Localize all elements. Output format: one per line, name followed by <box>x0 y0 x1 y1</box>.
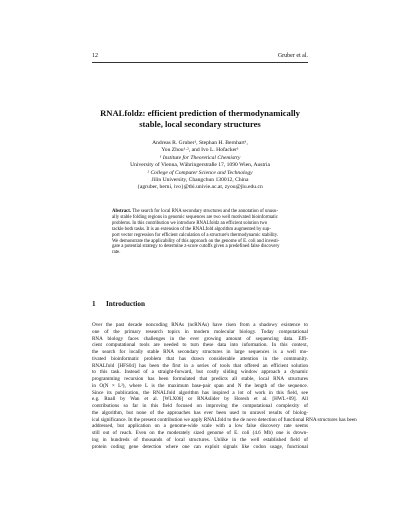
affiliation-2-name: ² College of Computer Science and Technology <box>147 169 253 176</box>
body-line: ical significance. In the present contribution we apply RNALfold to the de novo detection of functional RNA structures has been <box>92 416 357 423</box>
section-heading <box>92 300 145 308</box>
body-line: protein coding gene detection where one can exploit signals like codon usage, functional <box>92 443 308 450</box>
title-line-1: RNALfoldz: efficient prediction of thermodynamically <box>100 108 300 118</box>
author-emails: {agruber, berni, ivo}@tbi.univie.ac.at, zyou@jlu.edu.cn <box>137 184 263 191</box>
affiliation-1-name: ¹ Institute for Theoretical Chemistry <box>159 154 241 161</box>
body-line: in O(N × L²), where L is the maximum base-pair span and N the length of the sequence. <box>92 382 308 389</box>
affiliation-1-address: University of Vienna, Währingerstraße 17, 1090 Wien, Austria <box>130 162 270 169</box>
author-names-2: You Zhou¹·², and Ivo L. Hofacker¹ <box>161 147 239 154</box>
body-line: one of the primary research topics in modern molecular biology. Today computational <box>92 328 308 335</box>
body-line: still out of reach. Even on the moderately sized genome of E. coli (4.6 Mb) one is drown- <box>92 430 308 436</box>
body-line: contributions so far in this field focused on improving the computational complexity of <box>92 403 308 409</box>
abstract-text: The search for local RNA secondary structures and the annotation of unusu- <box>132 209 279 214</box>
body-line: the search for locally stable RNA secondary structures in large sequences is a well mo- <box>92 349 308 355</box>
section-title: Introduction <box>106 300 146 308</box>
abstract-line: problems. In this contribution we introduce RNALfoldz an efficient solution two <box>112 220 268 226</box>
header-rule <box>92 62 308 63</box>
body-text <box>92 322 357 450</box>
title-line-2: stable, local secondary structures <box>139 119 261 129</box>
section-number: 1 <box>92 300 96 308</box>
body-line: RNA biology faces challenges in the ever growing amount of sequencing data. Effi- <box>92 335 308 342</box>
author-block <box>92 140 308 192</box>
body-line: to this task. Instead of a straight-forward, but costly sliding window approach a dynamic <box>92 369 308 376</box>
abstract-line: ally stable folding regions in genomic sequences are two well motivated bioinformatic <box>112 214 278 220</box>
body-line: addressed, but application on a genome-wide scale with a low false discovery rate seems <box>92 423 308 430</box>
author-names: Andreas R. Gruber¹, Stephan H. Bernhart¹, <box>152 140 248 146</box>
abstract-label: Abstract. <box>112 209 132 214</box>
body-line: cient computational tools are needed to turn these data into information. In this context, <box>92 342 308 349</box>
abstract-line: tackle both tasks. It is an extension of the RNALfold algorithm augmented by sup- <box>112 226 271 232</box>
affiliation-2-address: Jilin University, Changchun 130012, China <box>151 177 249 184</box>
abstract-line: We demonstrate the applicability of this approach on the genome of E. coli and investi- <box>112 238 280 244</box>
body-line: ing in hundreds of thousands of local structures. Unlike in the well established field of <box>92 436 308 443</box>
body-line: the algorithm, but none of the approaches has ever been used to unravel results of biolog- <box>92 409 308 416</box>
page-number: 12 <box>92 53 98 59</box>
paper-title <box>92 108 308 130</box>
running-head <box>92 53 308 59</box>
body-line: Since its publication, the RNALfold algorithm has inspired a lot of work in this field, see <box>92 389 308 396</box>
body-line: programming recursion has been formulated that predicts all stable, local RNA structures <box>92 376 308 382</box>
abstract-line: rate. <box>112 250 121 256</box>
abstract <box>112 209 288 256</box>
abstract-line: port vector regression for efficient calculation of a structure's thermodynamic stability. <box>112 232 279 238</box>
abstract-line: gate a potential strategy to determine z-score cutoffs given a predefined false discovery <box>112 244 280 250</box>
body-line: e.g. Rnall by Wan et al. [WLX06] or RNAslider by Horesh et al. [HWL+09]. All <box>92 396 308 403</box>
body-line: Over the past decade noncoding RNAs (ncRNAs) have risen from a shadowy existence to <box>92 322 308 328</box>
running-author: Gruber et al. <box>277 53 308 59</box>
body-line: RNALfold [HFS04] has been the first in a series of tools that offered an efficient solution <box>92 362 308 369</box>
body-line: tivated bioinformatic problem that has drawn considerable attention in the community. <box>92 355 308 362</box>
